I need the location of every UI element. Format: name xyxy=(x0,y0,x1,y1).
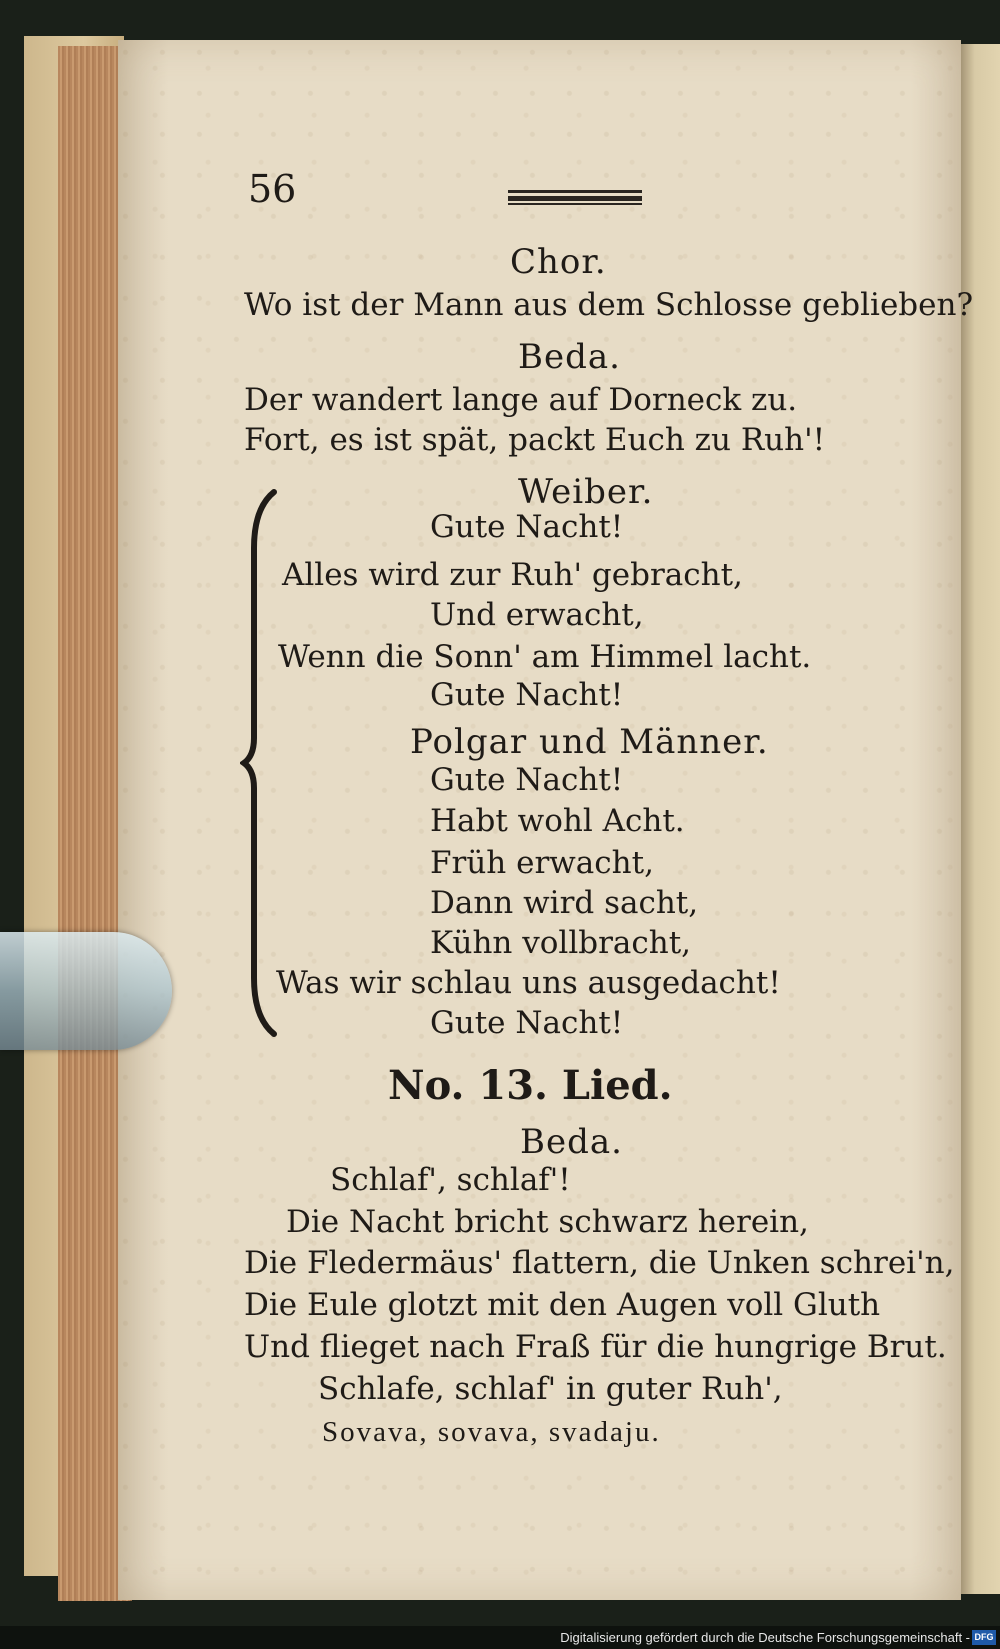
verse-line: Schlaf', schlaf'! xyxy=(330,1162,571,1198)
verse-line: Früh erwacht, xyxy=(430,845,654,881)
digitization-credit: Digitalisierung gefördert durch die Deutsche Forschungsgemeinschaft - xyxy=(560,1630,970,1645)
verse-line: Und flieget nach Fraß für die hungrige Brut. xyxy=(244,1329,947,1365)
verse-line: Fort, es ist spät, packt Euch zu Ruh'! xyxy=(244,422,826,458)
page-number: 56 xyxy=(248,167,297,211)
verse-line: Die Eule glotzt mit den Augen voll Gluth xyxy=(244,1287,881,1323)
verse-line: Was wir schlau uns ausgedacht! xyxy=(276,965,781,1001)
speaker-polgar-maenner: Polgar und Männer. xyxy=(410,722,769,762)
verse-line: Habt wohl Acht. xyxy=(430,803,685,839)
verse-line: Und erwacht, xyxy=(430,597,644,633)
dfg-logo: DFG xyxy=(972,1630,996,1645)
verse-line: Gute Nacht! xyxy=(430,1005,624,1041)
verse-line-roman: Sovava, sovava, svadaju. xyxy=(322,1416,661,1448)
verse-line: Schlafe, schlaf' in guter Ruh', xyxy=(318,1371,783,1407)
verse-line: Gute Nacht! xyxy=(430,762,624,798)
verse-line: Wo ist der Mann aus dem Schlosse geblieben? xyxy=(244,287,974,323)
verse-line: Der wandert lange auf Dorneck zu. xyxy=(244,382,798,418)
stanza-brace xyxy=(240,488,280,1038)
verse-line: Die Fledermäus' flattern, die Unken schrei'n, xyxy=(244,1245,955,1281)
speaker-chor: Chor. xyxy=(510,242,607,282)
verse-line: Alles wird zur Ruh' gebracht, xyxy=(282,557,743,593)
verse-line: Gute Nacht! xyxy=(430,677,624,713)
verse-line: Die Nacht bricht schwarz herein, xyxy=(286,1204,809,1240)
song-heading: No. 13. Lied. xyxy=(388,1062,673,1109)
verse-line: Gute Nacht! xyxy=(430,509,624,545)
verse-line: Dann wird sacht, xyxy=(430,885,699,921)
facing-page-edge xyxy=(958,44,1000,1594)
page-holder-clip xyxy=(0,932,172,1050)
verse-line: Wenn die Sonn' am Himmel lacht. xyxy=(278,639,812,675)
speaker-weiber: Weiber. xyxy=(518,472,654,512)
speaker-beda: Beda. xyxy=(518,337,621,377)
header-rule-ornament xyxy=(508,190,642,206)
verse-line: Kühn vollbracht, xyxy=(430,925,692,961)
speaker-beda: Beda. xyxy=(520,1122,623,1162)
